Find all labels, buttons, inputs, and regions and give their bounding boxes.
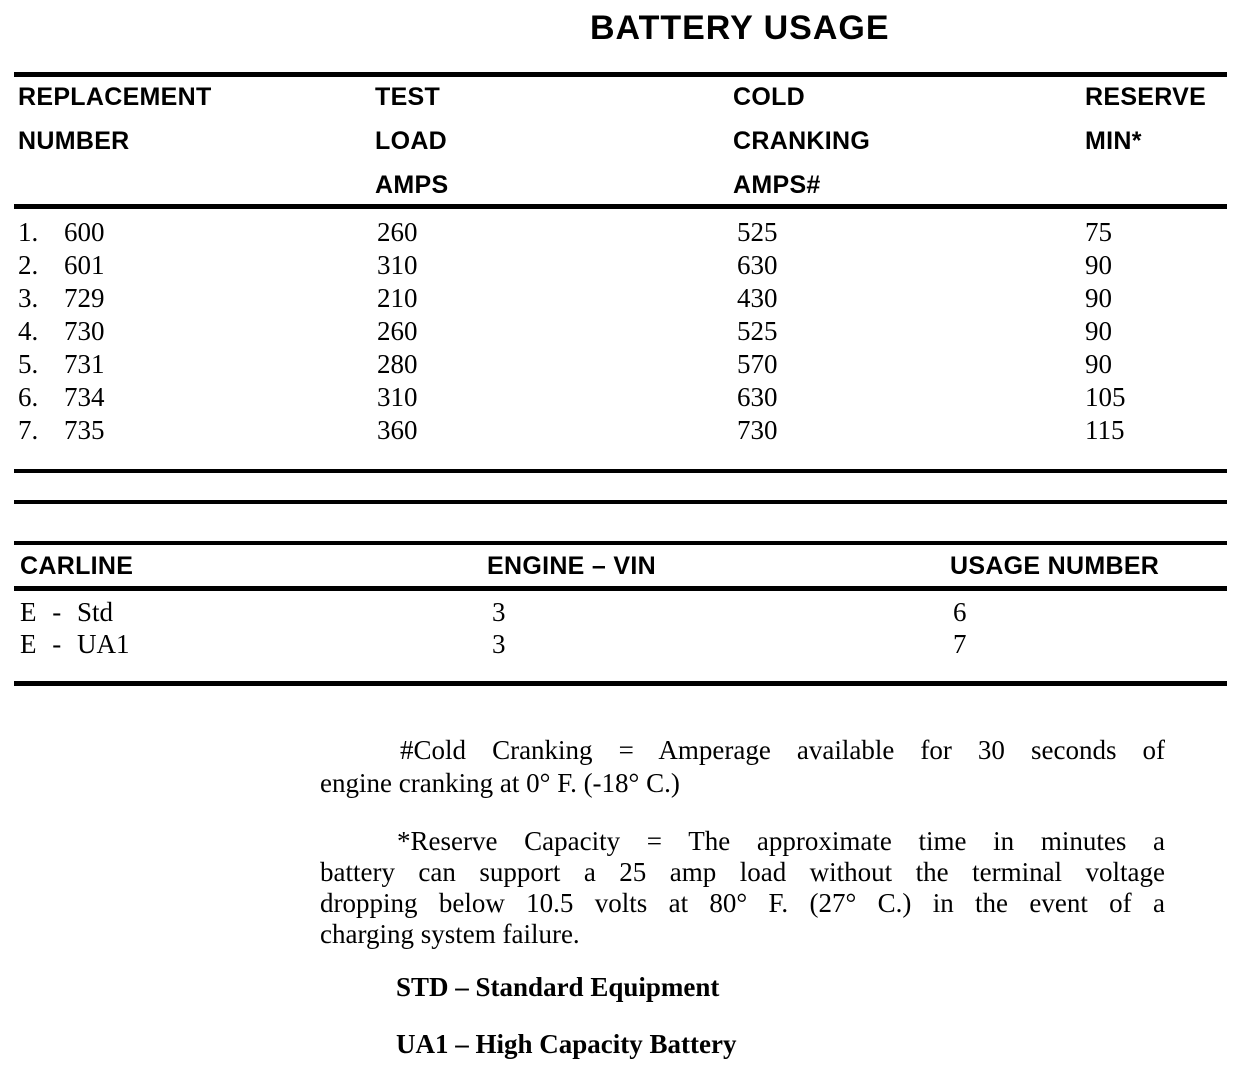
replacement-number: 601 (64, 250, 105, 280)
column-header-engine-vin: ENGINE – VIN (487, 552, 656, 580)
row-index: 6. (18, 382, 39, 412)
horizontal-rule (14, 681, 1227, 686)
engine-vin: 3 (492, 629, 506, 659)
usage-number: 6 (953, 597, 967, 627)
cold-cranking-amps: 570 (737, 349, 778, 379)
reserve-min: 75 (1085, 217, 1112, 247)
column-header-test-load: AMPS (375, 171, 449, 199)
reserve-capacity-note-line: *Reserve Capacity = The approximate time in minutes a (397, 826, 1165, 856)
column-header-reserve: RESERVE (1085, 83, 1207, 111)
test-load-amps: 280 (377, 349, 418, 379)
engine-vin: 3 (492, 597, 506, 627)
cold-cranking-amps: 630 (737, 250, 778, 280)
carline: E - Std (20, 597, 114, 627)
replacement-number: 734 (64, 382, 105, 412)
horizontal-rule (14, 541, 1227, 545)
cold-cranking-amps: 430 (737, 283, 778, 313)
reserve-capacity-note-line: battery can support a 25 amp load without the terminal voltage (320, 857, 1165, 887)
test-load-amps: 310 (377, 250, 418, 280)
replacement-number: 729 (64, 283, 105, 313)
replacement-number: 730 (64, 316, 105, 346)
cold-cranking-amps: 525 (737, 316, 778, 346)
test-load-amps: 210 (377, 283, 418, 313)
row-index: 3. (18, 283, 39, 313)
cold-cranking-amps: 525 (737, 217, 778, 247)
column-header-test-load: LOAD (375, 127, 448, 155)
reserve-min: 90 (1085, 349, 1112, 379)
carline: E - UA1 (20, 629, 130, 659)
replacement-number: 735 (64, 415, 105, 445)
row-index: 2. (18, 250, 39, 280)
legend-std: STD – Standard Equipment (396, 972, 720, 1002)
column-header-cold-cranking: CRANKING (733, 127, 871, 155)
cold-cranking-amps: 730 (737, 415, 778, 445)
cold-cranking-note-line: engine cranking at 0° F. (-18° C.) (320, 768, 680, 798)
row-index: 1. (18, 217, 39, 247)
page-title: BATTERY USAGE (590, 9, 890, 47)
column-header-reserve: MIN* (1085, 127, 1142, 155)
reserve-capacity-note-line: charging system failure. (320, 919, 580, 949)
column-header-carline: CARLINE (20, 552, 134, 580)
row-index: 7. (18, 415, 39, 445)
reserve-min: 105 (1085, 382, 1126, 412)
reserve-min: 90 (1085, 316, 1112, 346)
row-index: 5. (18, 349, 39, 379)
test-load-amps: 360 (377, 415, 418, 445)
cold-cranking-amps: 630 (737, 382, 778, 412)
column-header-test-load: TEST (375, 83, 441, 111)
reserve-capacity-note-line: dropping below 10.5 volts at 80° F. (27° C.) in the event of a (320, 888, 1165, 918)
column-header-replacement: REPLACEMENT (18, 83, 212, 111)
reserve-min: 115 (1085, 415, 1125, 445)
horizontal-rule (14, 204, 1227, 209)
replacement-number: 731 (64, 349, 105, 379)
usage-number: 7 (953, 629, 967, 659)
column-header-usage-number: USAGE NUMBER (950, 552, 1160, 580)
horizontal-rule (14, 500, 1227, 504)
test-load-amps: 260 (377, 217, 418, 247)
column-header-cold-cranking: AMPS# (733, 171, 821, 199)
reserve-min: 90 (1085, 250, 1112, 280)
test-load-amps: 310 (377, 382, 418, 412)
legend-ua1: UA1 – High Capacity Battery (396, 1029, 737, 1059)
replacement-number: 600 (64, 217, 105, 247)
cold-cranking-note-line: #Cold Cranking = Amperage available for 30 seconds of (400, 735, 1165, 765)
horizontal-rule (14, 72, 1227, 77)
row-index: 4. (18, 316, 39, 346)
horizontal-rule (14, 586, 1227, 591)
test-load-amps: 260 (377, 316, 418, 346)
horizontal-rule (14, 469, 1227, 473)
column-header-cold-cranking: COLD (733, 83, 806, 111)
column-header-replacement: NUMBER (18, 127, 130, 155)
reserve-min: 90 (1085, 283, 1112, 313)
